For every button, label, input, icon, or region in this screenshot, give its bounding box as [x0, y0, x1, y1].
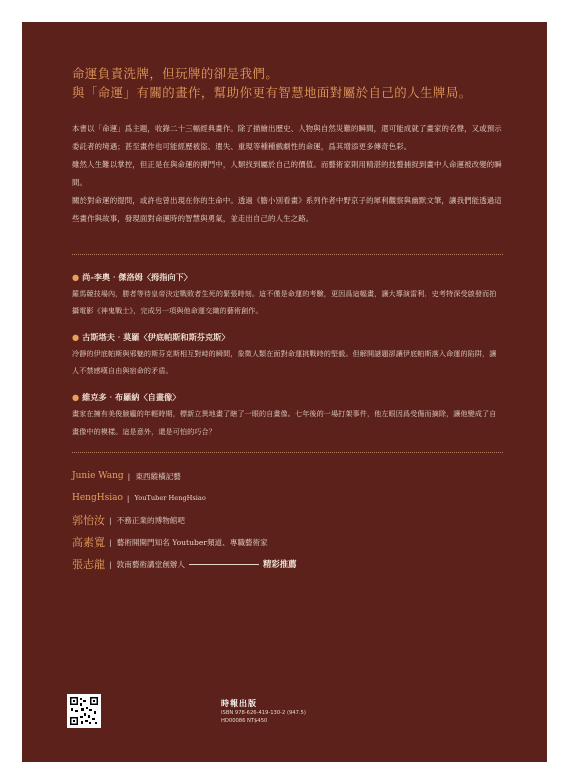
dash-rule [189, 564, 259, 565]
intro-paragraph-1: 本書以「命運」爲主題，收錄二十三幅經典畫作。除了描繪出歷史、人物與自然災難的瞬間，還可能成就了畫家的名聲，又或預示委託者的境遇；甚至畫作也可能經歷被盜、遺失、重現等種種戲劇性的命運，爲其增添更多傳奇色彩。 [72, 124, 502, 151]
qr-code-icon [67, 694, 101, 728]
intro-paragraph-3: 關於對命運的提問，或許也曾出現在你的生命中。透過《膽小別看畫》系列作者中野京子的犀利觀察與幽默文筆，讓我們能透過這些畫作與故事，發現面對命運時的智慧與勇氣，並走出自己的人生之路。 [72, 196, 502, 223]
separator: | [109, 559, 112, 569]
intro [72, 120, 503, 228]
recommender-name: 張志龍 [72, 558, 105, 572]
recommender [72, 487, 503, 509]
work-description: 冷靜的伊底帕斯與邪魅的斯芬克斯相互對峙的瞬間，象徵人類在面對命運挑戰時的堅毅。但解開謎題卻讓伊底帕斯落入命運的陷阱，讓人不禁感嘆自由與宿命的矛盾。 [72, 348, 497, 376]
tagline-line-1: 命運負責洗牌，但玩牌的卻是我們。 [72, 66, 279, 81]
work-title: 尚-李奧‧傑洛姆〈拇指向下〉 [82, 271, 192, 282]
recommender [72, 465, 503, 487]
recommender [72, 531, 503, 553]
work-item [72, 269, 503, 320]
barcode-area [67, 694, 306, 728]
bullet-icon: ● [72, 271, 80, 282]
recommender-role: 東西縱橫記藝 [135, 471, 181, 481]
book-back-cover [22, 22, 547, 762]
recommender-role: 不務正業的博物館吧 [116, 515, 185, 525]
work-item [72, 389, 503, 440]
work-title: 維克多‧布羅納〈自畫像〉 [82, 391, 181, 402]
divider-bottom [72, 452, 503, 453]
tagline [72, 64, 503, 102]
isbn: ISBN 978-626-419-130-2 (947.5) [221, 710, 306, 716]
price-code: HD00086 NT$450 [221, 718, 268, 724]
bullet-icon: ● [72, 391, 80, 402]
recommender-name: 高素寬 [72, 536, 105, 550]
recommender-role: 敦南藝術講堂創辦人 [116, 559, 185, 569]
publisher-info [221, 698, 306, 725]
divider-top [72, 254, 503, 255]
recommender-name: HengHsiao [72, 493, 123, 504]
recommenders [72, 465, 503, 575]
recommend-label: 精彩推薦 [263, 559, 297, 570]
separator: | [127, 471, 131, 481]
work-description: 羅馬競技場內，勝者等待皇帝決定戰敗者生死的緊張時刻。這不僅是命運的考驗，更因爲這幅畫，讓大導演雷利．史考特深受啟發而拍攝電影《神鬼戰士》，完成另一項與他命運交織的藝術創作。 [72, 288, 497, 316]
work-item [72, 329, 503, 380]
recommender-role: YouTuber HengHsiao [134, 494, 206, 503]
separator: | [109, 515, 112, 525]
tagline-line-2: 與「命運」有關的畫作，幫助你更有智慧地面對屬於自己的人生牌局。 [72, 85, 472, 100]
recommender [72, 509, 503, 531]
recommender-role: 藝術開開門知名 Youtuber頻道、專職藝術家 [116, 537, 268, 547]
recommender [72, 553, 503, 575]
separator: | [126, 493, 130, 503]
recommender-name: 郭怡汝 [72, 514, 105, 528]
recommender-name: Junie Wang [72, 471, 124, 482]
separator: | [109, 537, 112, 547]
work-title: 古斯塔夫‧莫羅〈伊底帕斯和斯芬克斯〉 [82, 331, 230, 342]
work-description: 畫家在擁有美俊臉龐的年輕時期，標新立異地畫了瞎了一眼的自畫像。七年後的一場打架事件，他左眼因爲受傷而摘除，讓他變成了自畫像中的模樣。這是意外，還是可怕的巧合？ [72, 408, 497, 436]
intro-paragraph-2: 雖然人生難以掌控，但正是在與命運的搏鬥中，人類找到屬於自己的價值。而藝術家則用精湛的技藝捕捉到畫中人命運被改變的瞬間。 [72, 160, 502, 187]
bullet-icon: ● [72, 331, 80, 342]
publisher-logo: 時報出版 [221, 698, 257, 708]
